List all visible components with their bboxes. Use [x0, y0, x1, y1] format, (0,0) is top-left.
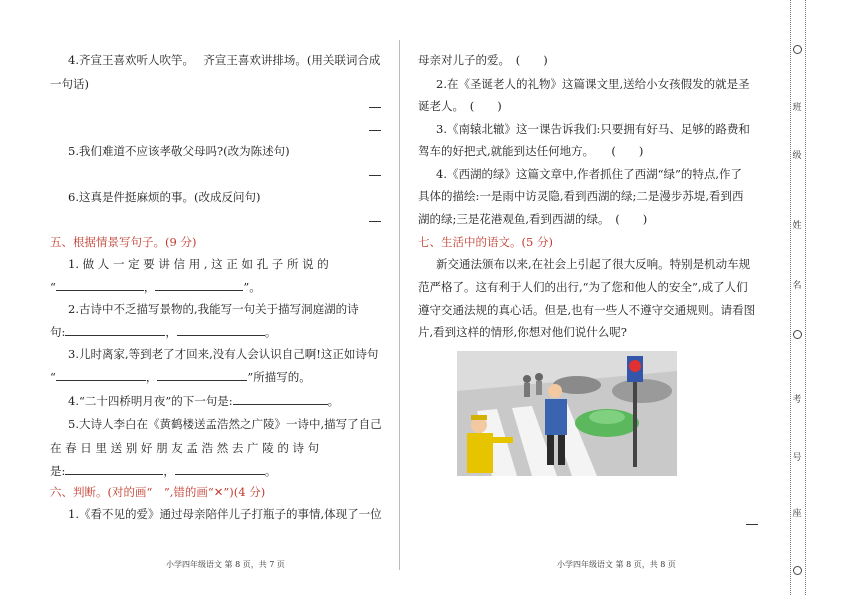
binding-char: 班	[792, 103, 802, 113]
answer-line[interactable]	[369, 107, 381, 108]
section-7-title: 七、生活中的语文。(5 分)	[418, 235, 553, 249]
s6q3-line2: 驾车的好把式,就能到达任何地方。 ( )	[418, 144, 644, 158]
q4-line1: 4.齐宣王喜欢听人吹竽。 齐宣王喜欢讲排场。(用关联词合成	[68, 53, 381, 67]
q6: 6.这真是件挺麻烦的事。(改成反问句)	[68, 190, 261, 204]
page-footer-right: 小学四年级语文 第 8 页，共 8 页	[557, 560, 676, 569]
binding-char: 姓	[792, 221, 802, 231]
s6q1-line1: 1.《看不见的爱》通过母亲陪伴儿子打瓶子的事情,体现了一位	[68, 507, 382, 521]
s6q1-cont: 母亲对儿子的爱。 ( )	[418, 53, 548, 67]
s6q4-line2: 具体的描绘:一是雨中访灵隐,看到西湖的绿;二是漫步苏堤,看到西	[418, 189, 744, 203]
s6q2-line1: 2.在《圣诞老人的礼物》这篇课文里,送给小女孩假发的就是圣	[436, 77, 750, 91]
s5q2-answer-row: 句: ， 。	[50, 325, 277, 339]
s6q4-line1: 4.《西湖的绿》这篇文章中,作者抓住了西湖“绿”的特点,作了	[436, 167, 743, 181]
column-divider	[399, 40, 400, 570]
s5q3-answer-row: “ ， ”所描写的。	[50, 370, 311, 384]
s5q5-answer-row: 是: ， 。	[50, 464, 277, 478]
answer-line[interactable]	[369, 175, 381, 176]
s7-line4: 片,看到这样的情形,你想对他们说什么呢?	[418, 325, 627, 339]
blank[interactable]	[65, 462, 163, 475]
blank[interactable]	[157, 368, 247, 381]
s6q4-line3: 湖的绿;三是花港观鱼,看到西湖的绿。 ( )	[418, 212, 648, 226]
s6q2-line2: 诞老人。 ( )	[418, 99, 502, 113]
s5q5-line1: 5.大诗人李白在《黄鹤楼送孟浩然之广陵》一诗中,描写了自己	[68, 417, 382, 431]
blank[interactable]	[177, 323, 265, 336]
s5q1-line1: 1. 做 人 一 定 要 讲 信 用 , 这 正 如 孔 子 所 说 的	[68, 257, 329, 271]
q4-line2: 一句话)	[50, 77, 89, 91]
answer-line[interactable]	[746, 524, 758, 525]
s6q3-line1: 3.《南辕北辙》这一课告诉我们:只要拥有好马、足够的路费和	[436, 122, 750, 136]
blank[interactable]	[56, 368, 146, 381]
section-6-title: 六、判断。(对的画“ ”,错的画“✕”)(4 分)	[50, 485, 266, 499]
binding-char: 考	[792, 395, 802, 405]
binding-hole-icon	[793, 45, 802, 54]
blank[interactable]	[65, 323, 165, 336]
s5q4: 4.“二十四桥明月夜”的下一句是: 。	[68, 394, 340, 408]
q5: 5.我们难道不应该孝敬父母吗?(改为陈述句)	[68, 144, 290, 158]
blank[interactable]	[155, 278, 243, 291]
blank[interactable]	[233, 392, 328, 405]
section-5-title: 五、根据情景写句子。(9 分)	[50, 235, 197, 249]
binding-char: 级	[792, 151, 802, 161]
s7-line1: 新交通法颁布以来,在社会上引起了很大反响。特别是机动车规	[436, 257, 751, 271]
binding-char: 号	[792, 453, 802, 463]
s7-line3: 遵守交通法规的真心话。但是,也有一些人不遵守交通规则。请看图	[418, 303, 756, 317]
binding-hole-icon	[793, 330, 802, 339]
blank[interactable]	[56, 278, 144, 291]
binding-char: 名	[792, 281, 802, 291]
traffic-illustration	[457, 351, 677, 476]
answer-line[interactable]	[369, 130, 381, 131]
binding-hole-icon	[793, 566, 802, 575]
s5q3-line1: 3.儿时离家,等到老了才回来,没有人会认识自己啊!这正如诗句	[68, 347, 379, 361]
answer-line[interactable]	[369, 221, 381, 222]
s5q5-line2: 在 春 日 里 送 别 好 朋 友 孟 浩 然 去 广 陵 的 诗 句	[50, 441, 320, 455]
s5q1-answer-row: “ ， ”。	[50, 280, 261, 294]
s5q2-line1: 2.古诗中不乏描写景物的,我能写一句关于描写洞庭湖的诗	[68, 302, 359, 316]
page-footer-left: 小学四年级语文 第 8 页，共 7 页	[166, 560, 285, 569]
s7-line2: 范严格了。这有利于人们的出行,“为了您和他人的安全”,成了人们	[418, 280, 748, 294]
blank[interactable]	[175, 462, 265, 475]
binding-char: 座	[792, 509, 802, 519]
